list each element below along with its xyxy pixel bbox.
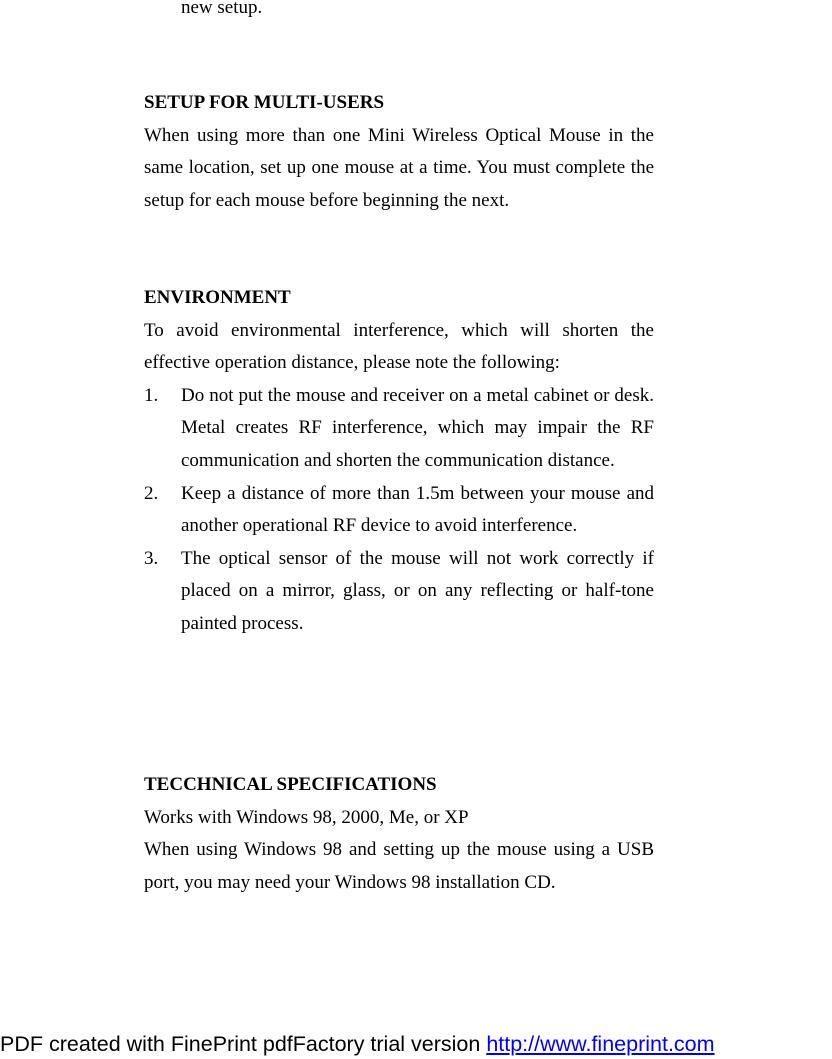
list-item-text: Keep a distance of more than 1.5m between your mouse and another operational RF device to avoid interference. [181,482,654,537]
section-heading: TECCHNICAL SPECIFICATIONS [144,774,437,795]
list-item-number: 2. [144,482,159,504]
list-item-number: 1. [144,384,159,406]
section-paragraph: When using more than one Mini Wireless Optical Mouse in the same location, set up one mouse at a time. You must complete the setup for each mouse before beginning the next. [144,124,654,211]
section-multi-users [144,87,654,217]
list-item [144,478,654,543]
section-heading: SETUP FOR MULTI-USERS [144,92,385,113]
list-item [144,380,654,478]
list-item-text: The optical sensor of the mouse will not work correctly if placed on a mirror, glass, or on any reflecting or half-tone painted process. [181,547,654,634]
list-item-number: 3. [144,547,159,569]
section-technical-specifications [144,769,654,899]
section-heading: ENVIRONMENT [144,287,291,308]
list-item [144,543,654,641]
pdf-footer [0,1030,832,1059]
environment-list [144,380,654,641]
continued-line: new setup. [181,0,263,18]
section-paragraph: When using Windows 98 and setting up the mouse using a USB port, you may need your Windows 98 installation CD. [144,839,654,893]
footer-text: PDF created with FinePrint pdfFactory trial version [0,1032,487,1056]
section-paragraph: To avoid environmental interference, which will shorten the effective operation distance, please note the following: [144,319,654,374]
list-item-text: Do not put the mouse and receiver on a metal cabinet or desk. Metal creates RF interference, which may impair the RF communication and shorten the communication distance. [181,384,654,471]
footer-link[interactable]: http://www.fineprint.com [486,1032,715,1056]
section-environment [144,282,654,641]
section-paragraph: Works with Windows 98, 2000, Me, or XP [144,806,469,828]
